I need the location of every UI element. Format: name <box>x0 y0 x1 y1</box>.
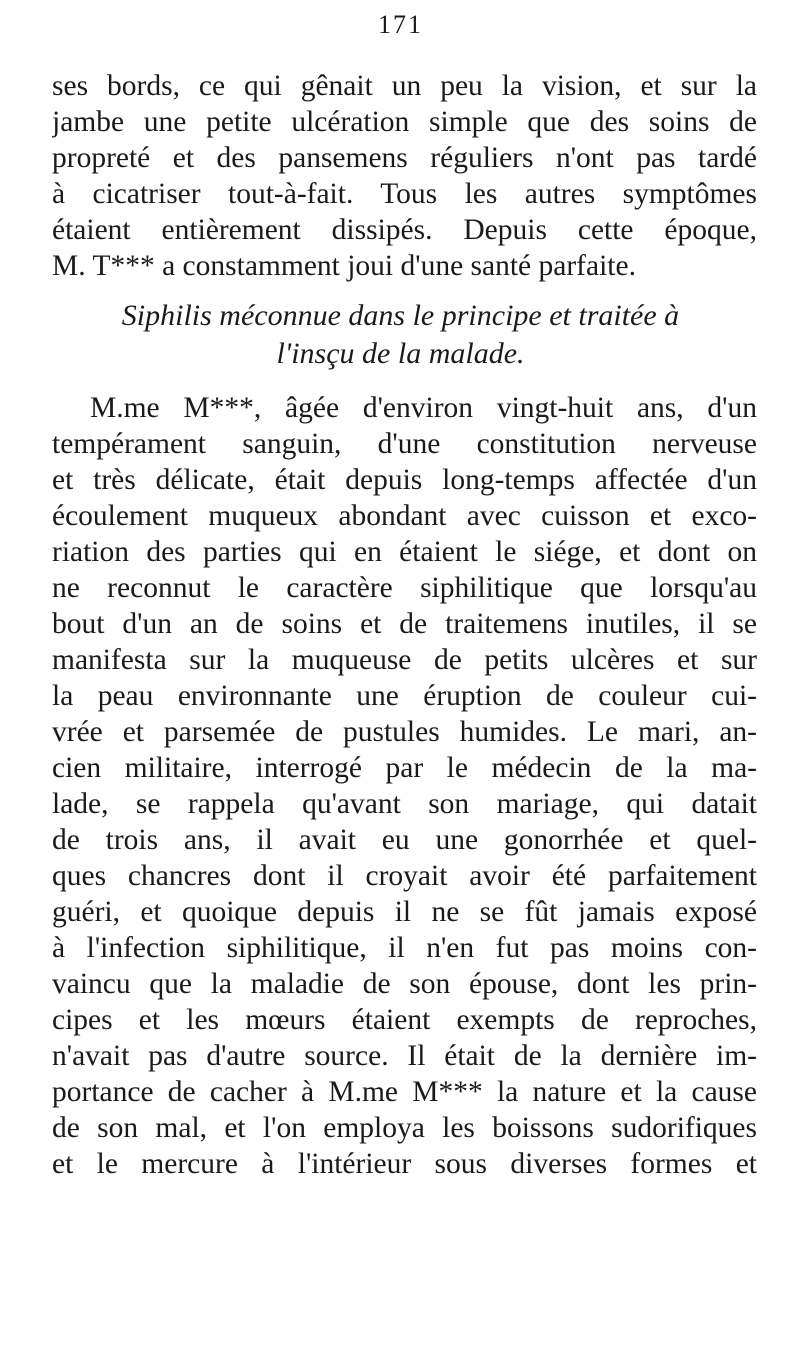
text-line: ses bords, ce qui gênait un peu la vision, et sur la <box>52 70 757 102</box>
text-line: jambe une petite ulcération simple que des soins de <box>52 106 757 138</box>
text-line: de trois ans, il avait eu une gonorrhée et quel- <box>52 824 757 856</box>
text-line: vaincu que la maladie de son épouse, dont les prin- <box>52 968 757 1000</box>
text-line: propreté et des pansemens réguliers n'ont pas tardé <box>52 142 757 174</box>
section-heading-line: l'insçu de la malade. <box>276 337 525 370</box>
text-line: n'avait pas d'autre source. Il était de la dernière im- <box>52 1040 757 1072</box>
text-line: M.me M***, âgée d'environ vingt-huit ans, d'un <box>90 392 757 424</box>
section-heading-line: Siphilis méconnue dans le principe et traitée à <box>121 299 680 332</box>
text-line: cien militaire, interrogé par le médecin de la ma- <box>52 752 757 784</box>
text-line: lade, se rappela qu'avant son mariage, qui datait <box>52 788 757 820</box>
text-line: bout d'un an de soins et de traitemens inutiles, il se <box>52 608 757 640</box>
text-line: à l'infection siphilitique, il n'en fut pas moins con- <box>52 932 757 964</box>
text-line: à cicatriser tout-à-fait. Tous les autres symptômes <box>52 178 757 210</box>
text-line: écoulement muqueux abondant avec cuisson et exco- <box>52 500 757 532</box>
text-line: M. T*** a constamment joui d'une santé parfaite. <box>52 250 636 282</box>
text-line: riation des parties qui en étaient le siége, et dont on <box>52 536 757 568</box>
text-line: tempérament sanguin, d'une constitution nerveuse <box>52 428 757 460</box>
text-line: ques chancres dont il croyait avoir été parfaitement <box>52 860 757 892</box>
text-line: étaient entièrement dissipés. Depuis cette époque, <box>52 214 757 246</box>
text-line: manifesta sur la muqueuse de petits ulcères et sur <box>52 644 757 676</box>
text-line: et très délicate, était depuis long-temps affectée d'un <box>52 464 757 496</box>
page-number: 171 <box>378 10 423 39</box>
text-line: de son mal, et l'on employa les boissons sudorifiques <box>52 1112 757 1144</box>
text-line: ne reconnut le caractère siphilitique que lorsqu'au <box>52 572 757 604</box>
text-line: portance de cacher à M.me M*** la nature et la cause <box>52 1076 757 1108</box>
text-line: vrée et parsemée de pustules humides. Le mari, an- <box>52 716 757 748</box>
text-line: cipes et les mœurs étaient exempts de reproches, <box>52 1004 757 1036</box>
text-line: et le mercure à l'intérieur sous diverses formes et <box>52 1148 757 1180</box>
text-line: la peau environnante une éruption de couleur cui- <box>52 680 757 712</box>
text-line: guéri, et quoique depuis il ne se fût jamais exposé <box>52 896 757 928</box>
